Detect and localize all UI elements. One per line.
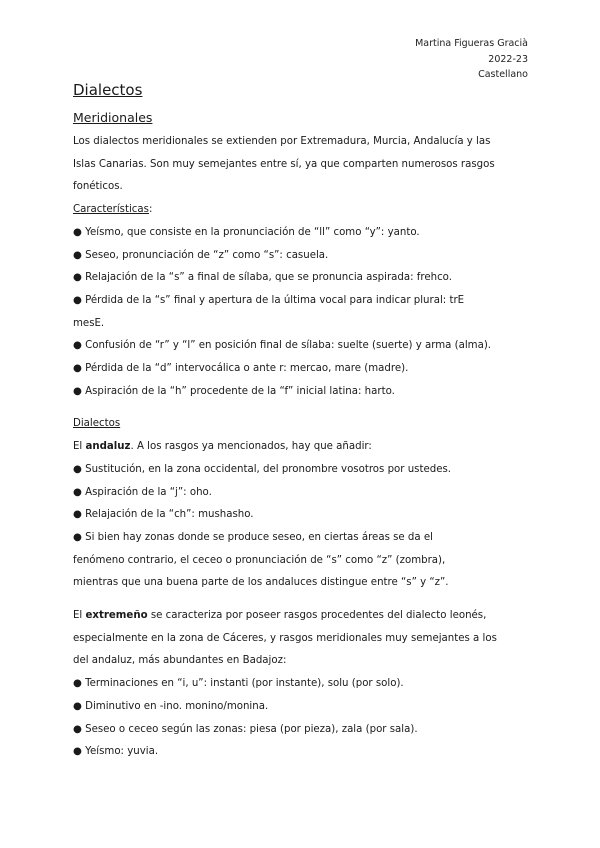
feature-item: ● Pérdida de la “s” final y apertura de la última vocal para indicar plural: trE bbox=[73, 294, 465, 306]
page-title: Dialectos bbox=[73, 81, 143, 99]
andaluz-item: ● Si bien hay zonas donde se produce seseo, en ciertas áreas se da el bbox=[73, 531, 433, 543]
feature-item: ● Seseo, pronunciación de “z” como “s”: casuela. bbox=[73, 249, 329, 261]
andaluz-post: . A los rasgos ya mencionados, hay que añadir: bbox=[130, 441, 372, 453]
feature-item: mesE. bbox=[73, 317, 105, 329]
document-header bbox=[415, 36, 528, 83]
andaluz-item: ● Aspiración de la “j”: oho. bbox=[73, 486, 212, 498]
section-heading-meridionales: Meridionales bbox=[73, 110, 153, 125]
extremeno-item: ● Diminutivo en -ino. monino/monina. bbox=[73, 700, 269, 712]
intro-line: Islas Canarias. Son muy semejantes entre sí, ya que comparten numerosos rasgos bbox=[73, 158, 495, 170]
extremeno-item: ● Seseo o ceceo según las zonas: piesa (por pieza), zala (por sala). bbox=[73, 723, 418, 735]
andaluz-term: andaluz bbox=[85, 441, 131, 453]
andaluz-item: fenómeno contrario, el ceceo o pronunciación de “s” como “z” (zombra), bbox=[73, 554, 446, 566]
subject-name: Castellano bbox=[478, 69, 528, 80]
features-label: Características bbox=[73, 204, 149, 216]
feature-item: ● Yeísmo, que consiste en la pronunciación de “ll” como “y”: yanto. bbox=[73, 226, 420, 238]
feature-item: ● Pérdida de la “d” intervocálica o ante r: mercao, mare (madre). bbox=[73, 363, 409, 375]
extremeno-post: se caracteriza por poseer rasgos procedentes del dialecto leonés, bbox=[147, 610, 487, 622]
feature-item: ● Aspiración de la “h” procedente de la “f” inicial latina: harto. bbox=[73, 385, 395, 397]
andaluz-item: ● Sustitución, en la zona occidental, del pronombre vosotros por ustedes. bbox=[73, 463, 452, 475]
intro-line: fonéticos. bbox=[73, 181, 123, 193]
extremeno-line: especialmente en la zona de Cáceres, y rasgos meridionales muy semejantes a los bbox=[73, 632, 497, 644]
school-year: 2022-23 bbox=[488, 53, 528, 65]
andaluz-item: mientras que una buena parte de los andaluces distingue entre “s” y “z”. bbox=[73, 577, 449, 589]
section-heading-dialectos: Dialectos bbox=[73, 418, 121, 430]
extremeno-pre: El bbox=[73, 610, 86, 622]
extremeno-line: del andaluz, más abundantes en Badajoz: bbox=[73, 655, 287, 667]
extremeno-item: ● Terminaciones en “i, u”: instanti (por instante), solu (por solo). bbox=[73, 678, 404, 690]
author-name: Martina Figueras Gracià bbox=[415, 38, 528, 49]
intro-line: Los dialectos meridionales se extienden por Extremadura, Murcia, Andalucía y las bbox=[73, 136, 491, 147]
feature-item: ● Relajación de la “s” a final de sílaba, que se pronuncia aspirada: frehco. bbox=[73, 272, 452, 284]
feature-item: ● Confusión de “r” y “l” en posición final de sílaba: suelte (suerte) y arma (alma). bbox=[73, 340, 492, 352]
features-heading bbox=[73, 199, 533, 222]
andaluz-item: ● Relajación de la “ch”: mushasho. bbox=[73, 509, 254, 521]
features-colon: : bbox=[148, 204, 153, 216]
extremeno-term: extremeño bbox=[85, 610, 148, 622]
extremeno-item: ● Yeísmo: yuvia. bbox=[73, 746, 159, 758]
extremeno-intro bbox=[73, 605, 533, 628]
andaluz-intro bbox=[73, 436, 533, 459]
andaluz-pre: El bbox=[73, 441, 86, 453]
document-body bbox=[73, 80, 533, 764]
